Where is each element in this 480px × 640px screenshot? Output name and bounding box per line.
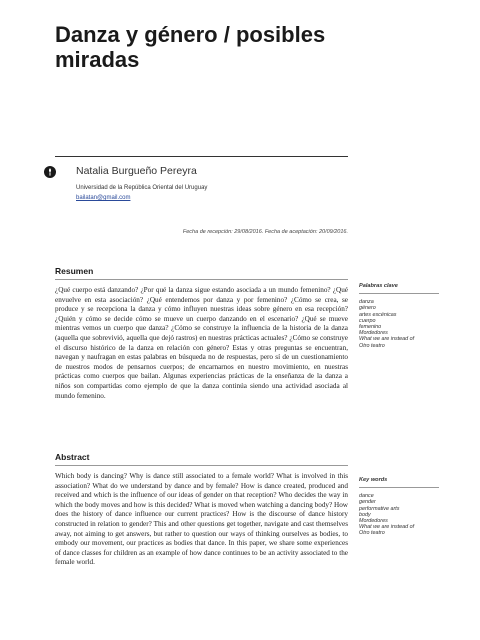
keyword-item: What we are instead of bbox=[359, 336, 415, 343]
keyword-item: Mordedores bbox=[359, 518, 388, 525]
key-words-box bbox=[359, 477, 439, 537]
article-title: Danza y género / posibles miradas bbox=[55, 22, 326, 72]
author-icon bbox=[44, 166, 56, 178]
keyword-item: dance bbox=[359, 493, 374, 500]
keyword-item: Mordedores bbox=[359, 330, 388, 337]
palabras-clave-heading: Palabras clave bbox=[359, 283, 398, 289]
author-affiliation: Universidad de la República Oriental del Uruguay bbox=[76, 185, 208, 191]
keyword-item: What we are instead of bbox=[359, 524, 415, 531]
abstract-heading: Abstract bbox=[55, 452, 90, 462]
key-words-heading: Key words bbox=[359, 477, 388, 483]
keyword-item: Otro teatro bbox=[359, 342, 385, 349]
keyword-item: artes escénicas bbox=[359, 311, 397, 318]
author-email-link[interactable]: bailatan@gmail.com bbox=[76, 195, 131, 201]
keyword-item: Otro teatro bbox=[359, 530, 385, 537]
key-words-divider bbox=[359, 487, 439, 488]
author-name: Natalia Burgueño Pereyra bbox=[76, 165, 197, 177]
keyword-item: cuerpo bbox=[359, 317, 376, 324]
resumen-text: ¿Qué cuerpo está danzando? ¿Por qué la danza sigue estando asociada a un mundo femenino? ¿Qué envuelve en esta asociación? ¿Qué entendemos por danza y por femenino? ¿Cómo se crea, se produce y se recepciona la danza y cómo influyen nuestras ideas sobre género en esa recepción? ¿Quién y cómo se decide cómo se mueve un cuerpo danzando en el escenario? ¿Qué se mueve mientras vemos un cuerpo que danza? ¿Cómo se construye la influencia de la historia de la danza (aquella que sobrevivió, aquella que dejó rastros) en nuestras prácticas actuales? ¿Cómo se construye el discurso histórico de la danza en relación con género? Estas y otras preguntas se encuentran, navegan y naufragan en estas palabras en búsqueda no de respuestas, pero sí de un cuestionamiento de nuestros modos de pensarnos cuerpos; de encarnarnos en nuestro movimiento, en nuestras prácticas como cuerpos que bailan. Algunas experiencias prácticas de la enseñanza de la danza a niños son compartidas como ejemplo de que la danza continúa siendo una actividad asociada al mundo femenino. bbox=[55, 286, 348, 400]
keyword-item: body bbox=[359, 511, 371, 518]
keyword-item: gender bbox=[359, 499, 376, 506]
palabras-clave-box bbox=[359, 283, 439, 349]
abstract-text: Which body is dancing? Why is dance still associated to a female world? What is involved in this association? What do we understand by dance and by female? How is dance created, produced and received and which is the influence of our ideas of gender on that reception? Who decides the way in which the body moves and how is this decided? What is moved when watching a dancing body? How does the history of dance influence our current practices? How is the discourse of dance history constructed in relation to gender? This and other questions get together, navigate and cast themselves away, not aiming to get answers, but rather to question our ways of thinking ourselves as bodies, to embody our movement, our practices as bodies that dance. In this paper, we share some experiences of dance classes for children as an example of how dance continues to be an activity associated to the female world. bbox=[55, 472, 348, 567]
abstract-divider bbox=[55, 465, 348, 466]
keyword-item: femenino bbox=[359, 324, 382, 331]
keyword-item: género bbox=[359, 305, 376, 312]
submission-dates: Fecha de recepción: 29/08/2016. Fecha de aceptación: 20/09/2016. bbox=[182, 229, 348, 235]
title-divider bbox=[55, 156, 348, 157]
palabras-clave-divider bbox=[359, 293, 439, 294]
resumen-divider bbox=[55, 279, 348, 280]
keyword-item: performative arts bbox=[359, 505, 400, 512]
keyword-item: danza bbox=[359, 299, 374, 306]
resumen-heading: Resumen bbox=[55, 266, 94, 276]
